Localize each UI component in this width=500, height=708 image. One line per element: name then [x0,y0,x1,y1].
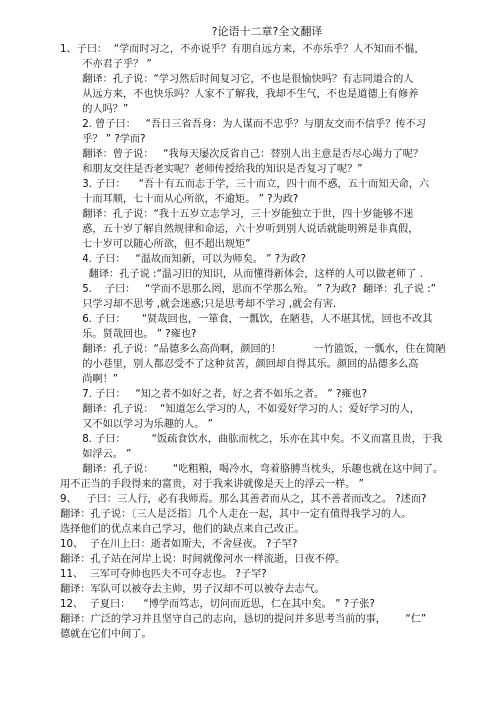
text-line: 如浮云。 ” [66,449,132,460]
text-line: 用不正当的手段得来的富贵，对于我来讲就像是天上的浮云一样。 ” [60,479,364,490]
text-line: 翻译：军队可以被夺去主帅，男子汉却不可以被夺去志气。 [60,584,325,595]
text-line: 翻译：广泛的学习并且坚守自己的志向，恳切的提问并多思考当前的事， “仁” [60,614,427,625]
text-line: 的小巷里，别人都忍受不了这种贫苦，颜回却自得其乐。颜回的品德多么高 [66,359,419,370]
text-line: 7. 子曰： “知之者不如好之者，好之者不如乐之者。 ” ?雍也? [66,389,368,400]
text-line: 8. 子曰： “饭疏食饮水，曲肱而枕之，乐亦在其中矣。不义而富且贵，于我 [66,434,443,445]
text-line: 6. 子曰： “贤哉回也，一箪食，一瓢饮，在陋巷，人不堪其忧，回也不改其 [66,314,433,325]
text-line: 乐。贤哉回也。 ” ?雍也? [66,329,197,340]
text-line: 10、 子在川上曰：逝者如斯夫，不舍昼夜。 ?子罕? [60,539,298,550]
text-line: 9、 子曰：三人行，必有我师焉。那么其善者而从之，其不善者而改之。 ?述而? [60,494,427,505]
text-line: 翻译：曾子说： “我每天屡次反省自己：替别人出主意是否尽心竭力了呢？ [66,149,424,160]
text-line: 翻译：孔子说： “吃粗粮，喝冷水，弯着胳膊当枕头，乐趣也就在这中间了。 [66,464,444,475]
text-line: 和朋友交往是否老实呢？老师传授给我的知识是否复习了呢？” [66,164,363,175]
text-line: 4. 子曰： “温故而知新，可以为师矣。 ” ?为政? [66,254,306,265]
text-line: 12、 子夏曰： “博学而笃志，切问而近思，仁在其中矣。 ” ?子张? [60,599,375,610]
text-line: 七十岁可以随心所欲，但不超出规矩” [66,239,251,250]
text-line: 又不如以学习为乐趣的人。 ” [66,419,213,430]
text-line: 3. 子曰： “吾十有五而志于学，三十而立，四十而不惑，五十而知天命，六 [66,179,430,190]
text-line: 十而耳顺，七十而从心所欲，不逾矩。 ” ?为政? [66,194,299,205]
text-line: 翻译：孔子说：“我十五岁立志学习，三十岁能独立于世，四十岁能够不迷 [66,209,414,220]
text-line: 只学习却不思考 ,就会迷惑;只是思考却不学习 ,就会有害. [66,299,337,310]
text-line: 翻译：孔子说： “知道怎么学习的人，不如爱好学习的人；爱好学习的人， [66,404,420,415]
text-line: 翻译：孔子说：〔三人是泛指〕几个人走在一起，其中一定有值得我学习的人。 [60,509,412,520]
text-line: 1、子曰： “学而时习之，不亦说乎？有朋自远方来，不亦乐乎？人不知而不愠， [60,44,425,55]
text-line: 乎？ ” ?学而? [66,134,146,145]
text-line: 惑，五十岁了解自然规律和命运，六十岁听到别人说话就能明辨是非真假， [66,224,419,235]
text-line: 尚啊！” [66,374,119,385]
text-line: 的人吗？” [66,104,129,115]
text-line: 翻译：孔子站在河岸上说：时间就像河水一样流逝，日夜不停。 [60,554,346,565]
text-line: 5. 子曰： “学而不思那么罔，思而不学那么殆。 ” ?为政? 翻译：孔子说 :” [66,284,436,295]
text-line: 从远方来，不也快乐吗？人家不了解我，我却不生气，不也是道德上有修养 [66,89,419,100]
document-title: ?论语十二章?全文翻译 [211,25,323,38]
text-line: 11、 三军可夺帅也匹夫不可夺志也。 ?子罕? [60,569,267,580]
text-line: 翻译：孔子说 :“温习旧的知识，从而懂得新体会，这样的人可以做老师了 . [66,269,423,280]
text-line: 2. 曾子曰： “吾日三省吾身：为人谋而不忠乎？与朋友交而不信乎？传不习 [66,119,426,130]
text-line: 德就在它们中间了。 [60,629,152,640]
text-line: 选择他们的优点来自己学习，他们的缺点来自己改正。 [60,524,305,535]
text-line: 翻译：孔子说：“品德多么高尚啊，颜回的！ 一竹篮饭，一瓢水，住在简陋 [66,344,446,355]
text-line: 翻译：孔子说：“学习然后时间复习它，不也是很愉快吗？有志同道合的人 [66,74,414,85]
text-line: 不亦君子乎？ ” [66,59,152,70]
document-body [60,42,448,642]
